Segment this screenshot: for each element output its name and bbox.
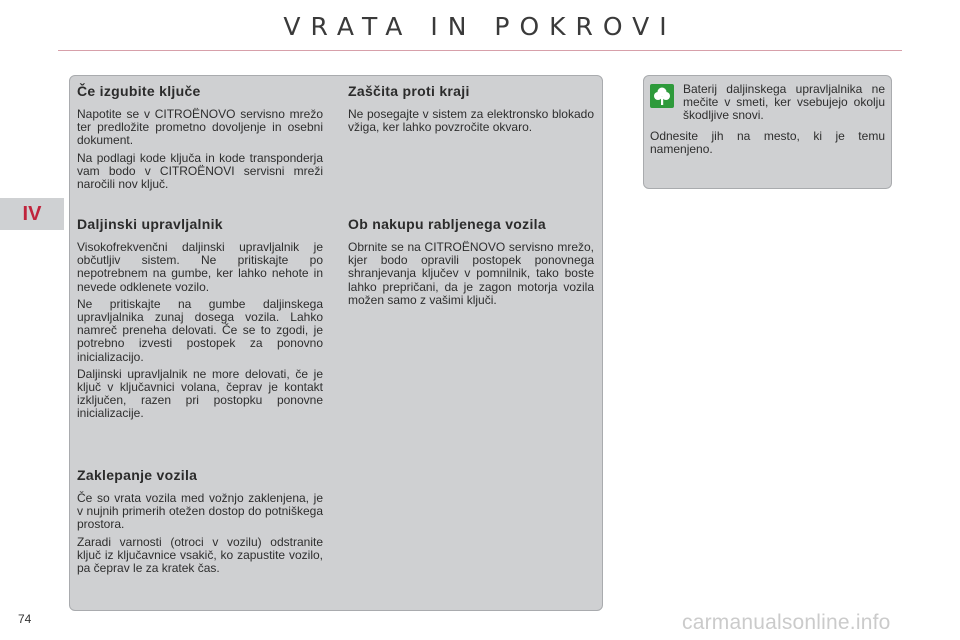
page-number: 74: [18, 612, 32, 626]
paragraph: Napotite se v CITROËNOVO servisno mrežo ter predložite prometno dovoljenje in osebni dokument.: [77, 107, 323, 148]
header-divider: [58, 50, 902, 51]
section-vehicle-locking: [77, 467, 323, 579]
section-title: Daljinski upravljalnik: [77, 216, 223, 232]
watermark: carmanualsonline.info: [682, 611, 891, 634]
section-lost-keys: [77, 83, 323, 195]
section-title: Ob nakupu rabljenega vozila: [348, 216, 546, 232]
section-theft-protection: [348, 83, 594, 138]
section-title: Če izgubite ključe: [77, 83, 201, 99]
paragraph: Če so vrata vozila med vožnjo zaklenjena, je v nujnih primerih otežen dostop do potniškega prostora.: [77, 491, 323, 532]
tree-icon-graphic: [653, 86, 671, 106]
paragraph: Zaradi varnosti (otroci v vozilu) odstranite ključ iz ključavnice vsakič, ko zapustite vozilo, pa čeprav le za kratek čas.: [77, 534, 323, 576]
chapter-tab: IV: [0, 198, 64, 230]
environment-note-text: Baterij daljinskega upravljalnika ne mečite v smeti, ker vsebujejo okolju škodljive snovi.: [683, 82, 885, 123]
paragraph: Obrnite se na CITROËNOVO servisno mrežo, kjer bodo opravili postopek ponovnega shranjevanja ključev v pomnilnik, tako boste lahko prepričani, da je zagon motorja vozila možen samo z vašimi ključi.: [348, 240, 594, 307]
paragraph: Daljinski upravljalnik ne more delovati, če je ključ v ključavnici volana, čeprav je kontakt izključen, razen pri postopku ponovne inicializacije.: [77, 366, 323, 421]
paragraph: Visokofrekvenčni daljinski upravljalnik je občutljiv sistem. Ne pritiskajte po nepotrebnem na gumbe, ker lahko nehote in nevede odklenete vozilo.: [77, 240, 323, 294]
section-title: Zaščita proti kraji: [348, 83, 470, 99]
paragraph: Na podlagi kode ključa in kode transponderja vam bodo v CITROËNOVI servisni mreži naročili nov ključ.: [77, 150, 323, 192]
section-used-car: [348, 216, 594, 311]
section-title: Zaklepanje vozila: [77, 467, 198, 483]
page-title: VRATA IN POKROVI: [283, 12, 677, 41]
paragraph: Ne posegajte v sistem za elektronsko blokado vžiga, ker lahko povzročite okvaro.: [348, 107, 594, 135]
environment-note-text-2: Odnesite jih na mesto, ki je temu namenjeno.: [650, 129, 885, 157]
section-remote-control: [77, 216, 323, 425]
tree-icon: [650, 84, 674, 108]
paragraph: Ne pritiskajte na gumbe daljinskega upravljalnika zunaj dosega vozila. Lahko namreč preneha delovati. Če se to zgodi, je potrebno izvesti postopek za ponovno inicializacijo.: [77, 296, 323, 364]
